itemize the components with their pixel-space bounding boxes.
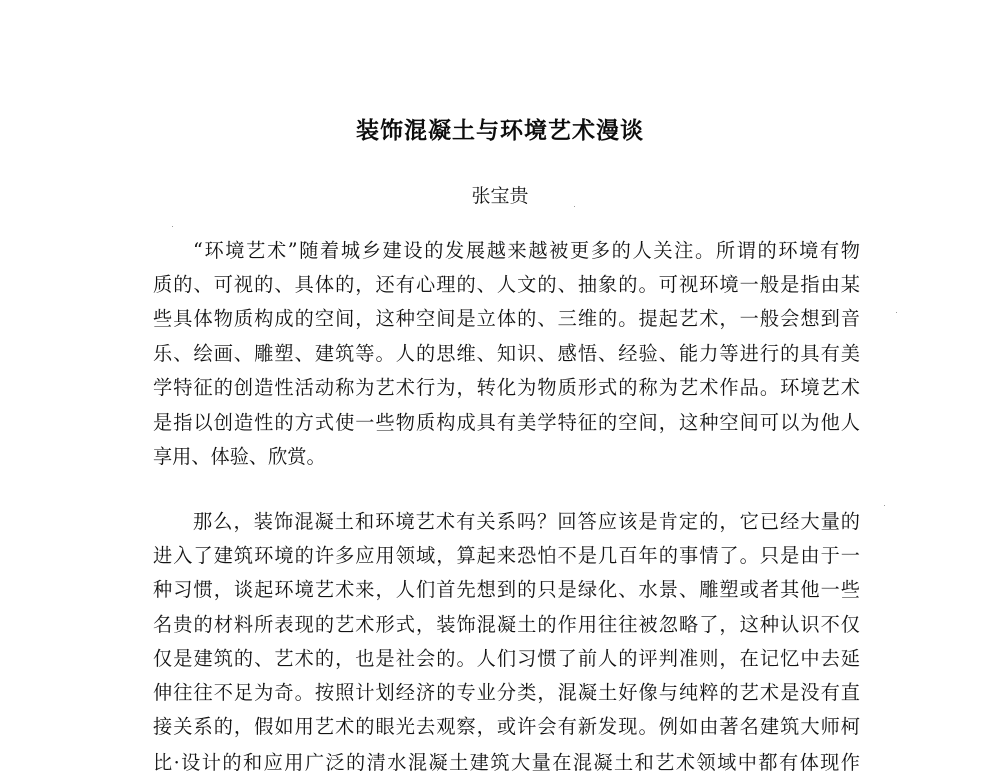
paragraph-line: 名贵的材料所表现的艺术形式，装饰混凝土的作用往往被忽略了，这种认识不仅	[153, 613, 860, 636]
scan-speck	[172, 226, 173, 227]
paragraph-line-cut: 比·设计的和应用广泛的清水混凝土建筑大量在混凝土和艺术领域中都有体现作	[153, 751, 860, 774]
paragraph-line: 种习惯，谈起环境艺术来，人们首先想到的只是绿化、水景、雕塑或者其他一些	[153, 578, 860, 601]
paragraph-line: 是指以创造性的方式使一些物质构成具有美学特征的空间，这种空间可以为他人	[153, 411, 860, 434]
paragraph-line: 那么，装饰混凝土和环境艺术有关系吗？回答应该是肯定的，它已经大量的	[193, 510, 860, 533]
paragraph-line: 接关系的，假如用艺术的眼光去观察，或许会有新发现。例如由著名建筑大师柯	[153, 715, 860, 738]
paragraph-line: 进入了建筑环境的许多应用领域，算起来恐怕不是几百年的事情了。只是由于一	[153, 544, 860, 567]
paragraph-line: 乐、绘画、雕塑、建筑等。人的思维、知识、感悟、经验、能力等进行的具有美	[153, 342, 860, 365]
paragraph-line: 享用、体验、欣赏。	[153, 445, 326, 468]
paragraph-line: “环境艺术”随着城乡建设的发展越来越被更多的人关注。所谓的环境有物	[193, 239, 860, 262]
paragraph-line: 仅是建筑的、艺术的，也是社会的。人们习惯了前人的评判准则，在记忆中去延	[153, 647, 860, 670]
paragraph-line: 些具体物质构成的空间，这种空间是立体的、三维的。提起艺术，一般会想到音	[153, 307, 860, 330]
paragraph-line: 质的、可视的、具体的，还有心理的、人文的、抽象的。可视环境一般是指由某	[153, 273, 860, 296]
scan-speck	[896, 312, 897, 313]
article-title: 装饰混凝土与环境艺术漫谈	[356, 118, 644, 144]
paragraph-line: 学特征的创造性活动称为艺术行为，转化为物质形式的称为艺术作品。环境艺术	[153, 376, 860, 399]
scan-speck	[884, 505, 885, 506]
article-author: 张宝贵	[471, 185, 529, 207]
scan-speck	[574, 206, 575, 207]
paragraph-line: 伸往往不足为奇。按照计划经济的专业分类，混凝土好像与纯粹的艺术是没有直	[153, 681, 860, 704]
